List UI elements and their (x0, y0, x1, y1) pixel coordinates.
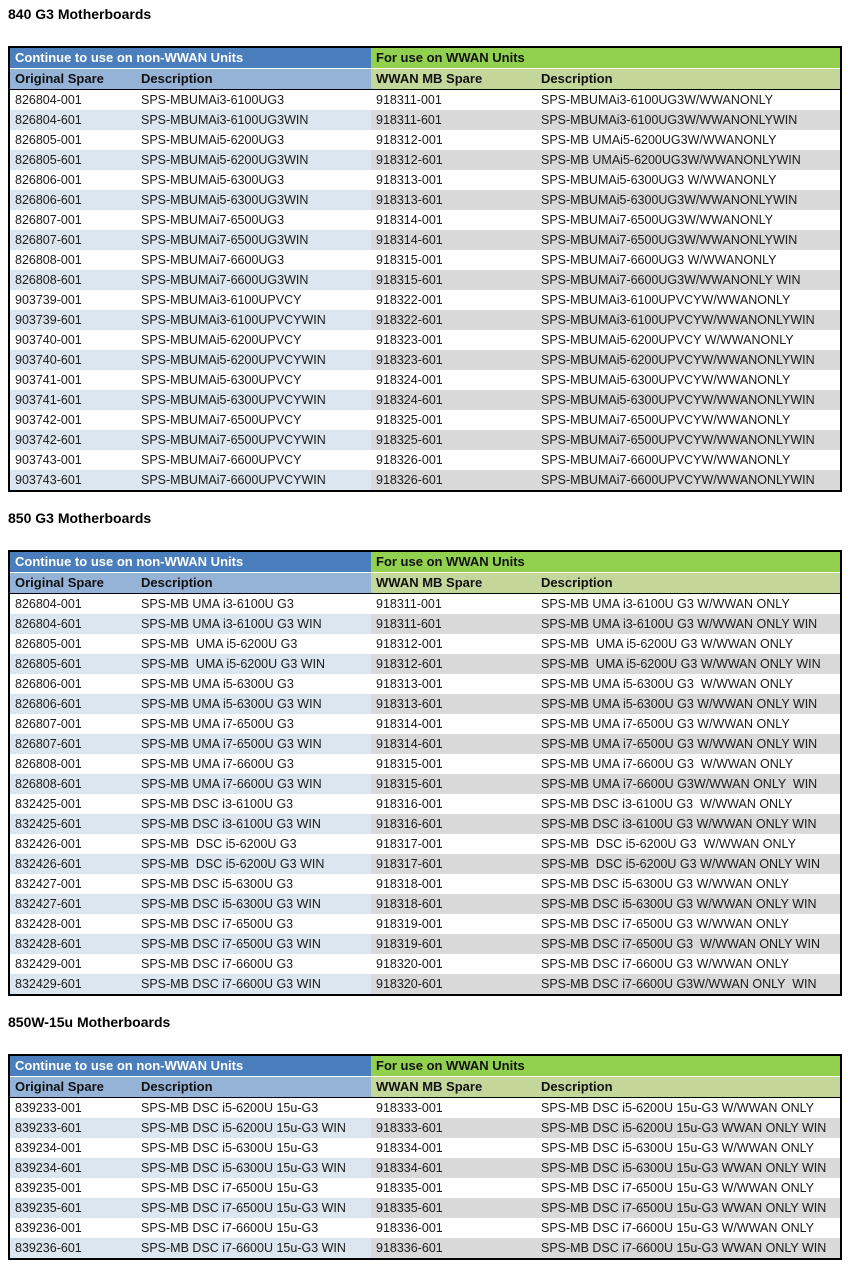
table-row (9, 914, 841, 934)
non-wwan-description-cell: SPS-MB UMA i3-6100U G3 WIN (136, 614, 371, 634)
wwan-description-cell: SPS-MB UMA i7-6600U G3 W/WWAN ONLY (536, 754, 841, 774)
original-spare-cell: 826804-601 (9, 110, 136, 130)
wwan-spare-cell: 918320-001 (371, 954, 536, 974)
non-wwan-description-cell: SPS-MB DSC i5-6200U 15u-G3 WIN (136, 1118, 371, 1138)
original-spare-cell: 903740-601 (9, 350, 136, 370)
table-row (9, 1118, 841, 1138)
wwan-spare-cell: 918315-001 (371, 250, 536, 270)
table-row (9, 210, 841, 230)
wwan-description-cell: SPS-MB UMA i5-6200U G3 W/WWAN ONLY (536, 634, 841, 654)
original-spare-cell: 832429-001 (9, 954, 136, 974)
non-wwan-description-cell: SPS-MB DSC i7-6500U 15u-G3 (136, 1178, 371, 1198)
group-header-wwan: For use on WWAN Units (371, 47, 841, 69)
wwan-description-cell: SPS-MBUMAi7-6500UG3W/WWANONLYWIN (536, 230, 841, 250)
original-spare-cell: 826808-601 (9, 270, 136, 290)
table-body (9, 90, 841, 492)
wwan-description-cell: SPS-MBUMAi3-6100UPVCYW/WWANONLYWIN (536, 310, 841, 330)
non-wwan-description-cell: SPS-MBUMAi3-6100UPVCYWIN (136, 310, 371, 330)
table-row (9, 150, 841, 170)
non-wwan-description-cell: SPS-MBUMAi5-6200UPVCY (136, 330, 371, 350)
group-header-non-wwan: Continue to use on non-WWAN Units (9, 47, 371, 69)
wwan-spare-cell: 918314-001 (371, 210, 536, 230)
original-spare-cell: 826807-001 (9, 210, 136, 230)
section-title-840-g3: 840 G3 Motherboards (8, 6, 152, 22)
original-spare-cell: 826804-601 (9, 614, 136, 634)
non-wwan-description-cell: SPS-MB DSC i7-6600U 15u-G3 WIN (136, 1238, 371, 1259)
wwan-spare-cell: 918326-601 (371, 470, 536, 491)
original-spare-cell: 839234-001 (9, 1138, 136, 1158)
table-row (9, 470, 841, 491)
table-row (9, 1178, 841, 1198)
wwan-description-cell: SPS-MBUMAi3-6100UG3W/WWANONLY (536, 90, 841, 111)
table-body (9, 1098, 841, 1260)
wwan-spare-cell: 918313-001 (371, 674, 536, 694)
non-wwan-description-cell: SPS-MB DSC i7-6600U G3 WIN (136, 974, 371, 995)
column-header-wwan-mb-spare: WWAN MB Spare (371, 69, 536, 90)
non-wwan-description-cell: SPS-MBUMAi7-6500UG3 (136, 210, 371, 230)
parts-table-850-g3 (8, 550, 842, 996)
non-wwan-description-cell: SPS-MBUMAi3-6100UPVCY (136, 290, 371, 310)
original-spare-cell: 826806-601 (9, 190, 136, 210)
table-row (9, 694, 841, 714)
parts-table-850w-15u (8, 1054, 842, 1260)
table-row (9, 734, 841, 754)
wwan-spare-cell: 918311-601 (371, 614, 536, 634)
non-wwan-description-cell: SPS-MB DSC i7-6600U 15u-G3 (136, 1218, 371, 1238)
original-spare-cell: 832425-001 (9, 794, 136, 814)
wwan-spare-cell: 918336-001 (371, 1218, 536, 1238)
non-wwan-description-cell: SPS-MBUMAi5-6300UPVCY (136, 370, 371, 390)
wwan-description-cell: SPS-MB UMA i7-6500U G3 W/WWAN ONLY (536, 714, 841, 734)
non-wwan-description-cell: SPS-MBUMAi5-6200UG3WIN (136, 150, 371, 170)
table-row (9, 954, 841, 974)
table-row (9, 774, 841, 794)
table-row (9, 974, 841, 995)
table-row (9, 450, 841, 470)
group-header-row (9, 1055, 841, 1077)
wwan-spare-cell: 918335-001 (371, 1178, 536, 1198)
original-spare-cell: 903741-601 (9, 390, 136, 410)
wwan-description-cell: SPS-MBUMAi7-6600UG3 W/WWANONLY (536, 250, 841, 270)
original-spare-cell: 826807-001 (9, 714, 136, 734)
non-wwan-description-cell: SPS-MBUMAi5-6300UG3 (136, 170, 371, 190)
table-row (9, 130, 841, 150)
non-wwan-description-cell: SPS-MB DSC i5-6200U 15u-G3 (136, 1098, 371, 1119)
table-row (9, 410, 841, 430)
original-spare-cell: 826805-001 (9, 634, 136, 654)
original-spare-cell: 826805-601 (9, 654, 136, 674)
table-row (9, 674, 841, 694)
wwan-description-cell: SPS-MB DSC i7-6600U 15u-G3 WWAN ONLY WIN (536, 1238, 841, 1259)
original-spare-cell: 826806-601 (9, 694, 136, 714)
original-spare-cell: 839234-601 (9, 1158, 136, 1178)
wwan-spare-cell: 918322-601 (371, 310, 536, 330)
wwan-spare-cell: 918314-601 (371, 230, 536, 250)
original-spare-cell: 832425-601 (9, 814, 136, 834)
non-wwan-description-cell: SPS-MB DSC i5-6300U G3 WIN (136, 894, 371, 914)
table-row (9, 1198, 841, 1218)
wwan-description-cell: SPS-MBUMAi5-6300UPVCYW/WWANONLY (536, 370, 841, 390)
original-spare-cell: 839233-001 (9, 1098, 136, 1119)
original-spare-cell: 826805-601 (9, 150, 136, 170)
table-row (9, 894, 841, 914)
wwan-description-cell: SPS-MB DSC i7-6500U G3 W/WWAN ONLY WIN (536, 934, 841, 954)
wwan-description-cell: SPS-MB DSC i7-6500U G3 W/WWAN ONLY (536, 914, 841, 934)
wwan-spare-cell: 918311-001 (371, 594, 536, 615)
wwan-spare-cell: 918322-001 (371, 290, 536, 310)
wwan-spare-cell: 918313-601 (371, 694, 536, 714)
original-spare-cell: 826806-001 (9, 674, 136, 694)
wwan-description-cell: SPS-MB UMAi5-6200UG3W/WWANONLYWIN (536, 150, 841, 170)
original-spare-cell: 903742-001 (9, 410, 136, 430)
wwan-description-cell: SPS-MB DSC i3-6100U G3 W/WWAN ONLY (536, 794, 841, 814)
original-spare-cell: 839235-001 (9, 1178, 136, 1198)
original-spare-cell: 826807-601 (9, 230, 136, 250)
non-wwan-description-cell: SPS-MBUMAi7-6600UG3 (136, 250, 371, 270)
original-spare-cell: 903743-001 (9, 450, 136, 470)
wwan-description-cell: SPS-MB UMA i3-6100U G3 W/WWAN ONLY WIN (536, 614, 841, 634)
non-wwan-description-cell: SPS-MB DSC i3-6100U G3 WIN (136, 814, 371, 834)
wwan-description-cell: SPS-MB DSC i5-6300U 15u-G3 W/WWAN ONLY (536, 1138, 841, 1158)
table-row (9, 634, 841, 654)
wwan-spare-cell: 918312-601 (371, 150, 536, 170)
wwan-description-cell: SPS-MBUMAi7-6600UPVCYW/WWANONLY (536, 450, 841, 470)
table-row (9, 854, 841, 874)
column-header-description-left: Description (136, 69, 371, 90)
table-row (9, 190, 841, 210)
table-row (9, 350, 841, 370)
non-wwan-description-cell: SPS-MB DSC i5-6300U G3 (136, 874, 371, 894)
table-row (9, 874, 841, 894)
table-row (9, 614, 841, 634)
original-spare-cell: 839236-001 (9, 1218, 136, 1238)
table-row (9, 170, 841, 190)
group-header-wwan: For use on WWAN Units (371, 1055, 841, 1077)
non-wwan-description-cell: SPS-MBUMAi5-6300UG3WIN (136, 190, 371, 210)
original-spare-cell: 839235-601 (9, 1198, 136, 1218)
wwan-description-cell: SPS-MBUMAi7-6500UPVCYW/WWANONLYWIN (536, 430, 841, 450)
wwan-spare-cell: 918313-001 (371, 170, 536, 190)
original-spare-cell: 903743-601 (9, 470, 136, 491)
wwan-description-cell: SPS-MBUMAi3-6100UPVCYW/WWANONLY (536, 290, 841, 310)
table-row (9, 430, 841, 450)
original-spare-cell: 903740-001 (9, 330, 136, 350)
wwan-spare-cell: 918335-601 (371, 1198, 536, 1218)
table-row (9, 1238, 841, 1259)
wwan-description-cell: SPS-MB UMA i5-6300U G3 W/WWAN ONLY WIN (536, 694, 841, 714)
non-wwan-description-cell: SPS-MB UMA i7-6600U G3 (136, 754, 371, 774)
column-header-description-left: Description (136, 573, 371, 594)
non-wwan-description-cell: SPS-MBUMAi5-6300UPVCYWIN (136, 390, 371, 410)
wwan-spare-cell: 918325-601 (371, 430, 536, 450)
column-header-description-right: Description (536, 69, 841, 90)
wwan-spare-cell: 918316-001 (371, 794, 536, 814)
wwan-description-cell: SPS-MB DSC i5-6200U 15u-G3 W/WWAN ONLY (536, 1098, 841, 1119)
group-header-non-wwan: Continue to use on non-WWAN Units (9, 551, 371, 573)
non-wwan-description-cell: SPS-MB DSC i7-6500U G3 WIN (136, 934, 371, 954)
original-spare-cell: 826808-601 (9, 774, 136, 794)
non-wwan-description-cell: SPS-MBUMAi7-6600UPVCYWIN (136, 470, 371, 491)
group-header-row (9, 47, 841, 69)
wwan-description-cell: SPS-MB DSC i5-6200U G3 W/WWAN ONLY (536, 834, 841, 854)
wwan-description-cell: SPS-MB UMA i5-6300U G3 W/WWAN ONLY (536, 674, 841, 694)
original-spare-cell: 832427-601 (9, 894, 136, 914)
wwan-spare-cell: 918318-001 (371, 874, 536, 894)
wwan-description-cell: SPS-MB DSC i5-6200U 15u-G3 WWAN ONLY WIN (536, 1118, 841, 1138)
wwan-description-cell: SPS-MBUMAi3-6100UG3W/WWANONLYWIN (536, 110, 841, 130)
table-row (9, 594, 841, 615)
original-spare-cell: 826807-601 (9, 734, 136, 754)
section-title-850w-15u: 850W-15u Motherboards (8, 1014, 171, 1030)
table-row (9, 390, 841, 410)
non-wwan-description-cell: SPS-MBUMAi7-6500UPVCYWIN (136, 430, 371, 450)
wwan-spare-cell: 918311-001 (371, 90, 536, 111)
wwan-spare-cell: 918313-601 (371, 190, 536, 210)
wwan-description-cell: SPS-MB DSC i5-6300U 15u-G3 WWAN ONLY WIN (536, 1158, 841, 1178)
table-row (9, 834, 841, 854)
table-row (9, 794, 841, 814)
wwan-spare-cell: 918333-001 (371, 1098, 536, 1119)
non-wwan-description-cell: SPS-MBUMAi5-6200UPVCYWIN (136, 350, 371, 370)
wwan-description-cell: SPS-MBUMAi5-6200UPVCYW/WWANONLYWIN (536, 350, 841, 370)
original-spare-cell: 832426-001 (9, 834, 136, 854)
wwan-spare-cell: 918323-001 (371, 330, 536, 350)
original-spare-cell: 903741-001 (9, 370, 136, 390)
wwan-description-cell: SPS-MB UMAi5-6200UG3W/WWANONLY (536, 130, 841, 150)
table-row (9, 290, 841, 310)
wwan-spare-cell: 918315-001 (371, 754, 536, 774)
wwan-description-cell: SPS-MB UMA i7-6500U G3 W/WWAN ONLY WIN (536, 734, 841, 754)
wwan-description-cell: SPS-MBUMAi5-6300UPVCYW/WWANONLYWIN (536, 390, 841, 410)
column-header-original-spare: Original Spare (9, 69, 136, 90)
wwan-description-cell: SPS-MBUMAi7-6600UPVCYW/WWANONLYWIN (536, 470, 841, 491)
original-spare-cell: 826806-001 (9, 170, 136, 190)
wwan-description-cell: SPS-MB DSC i7-6600U G3W/WWAN ONLY WIN (536, 974, 841, 995)
wwan-spare-cell: 918320-601 (371, 974, 536, 995)
wwan-spare-cell: 918315-601 (371, 774, 536, 794)
table-row (9, 1098, 841, 1119)
non-wwan-description-cell: SPS-MB UMA i7-6600U G3 WIN (136, 774, 371, 794)
wwan-description-cell: SPS-MBUMAi5-6300UG3 W/WWANONLY (536, 170, 841, 190)
non-wwan-description-cell: SPS-MB DSC i3-6100U G3 (136, 794, 371, 814)
table-row (9, 714, 841, 734)
wwan-description-cell: SPS-MB DSC i7-6500U 15u-G3 W/WWAN ONLY (536, 1178, 841, 1198)
wwan-spare-cell: 918314-001 (371, 714, 536, 734)
non-wwan-description-cell: SPS-MB DSC i7-6600U G3 (136, 954, 371, 974)
table-body (9, 594, 841, 996)
non-wwan-description-cell: SPS-MB UMA i7-6500U G3 (136, 714, 371, 734)
original-spare-cell: 903742-601 (9, 430, 136, 450)
original-spare-cell: 903739-001 (9, 290, 136, 310)
column-header-row (9, 69, 841, 90)
column-header-row (9, 573, 841, 594)
wwan-spare-cell: 918318-601 (371, 894, 536, 914)
original-spare-cell: 832428-601 (9, 934, 136, 954)
non-wwan-description-cell: SPS-MBUMAi7-6600UPVCY (136, 450, 371, 470)
original-spare-cell: 832426-601 (9, 854, 136, 874)
table-row (9, 270, 841, 290)
wwan-description-cell: SPS-MBUMAi5-6300UG3W/WWANONLYWIN (536, 190, 841, 210)
non-wwan-description-cell: SPS-MBUMAi3-6100UG3 (136, 90, 371, 111)
non-wwan-description-cell: SPS-MBUMAi7-6500UG3WIN (136, 230, 371, 250)
table-row (9, 310, 841, 330)
non-wwan-description-cell: SPS-MB UMA i5-6300U G3 (136, 674, 371, 694)
wwan-spare-cell: 918336-601 (371, 1238, 536, 1259)
non-wwan-description-cell: SPS-MB DSC i5-6300U 15u-G3 (136, 1138, 371, 1158)
wwan-description-cell: SPS-MB UMA i7-6600U G3W/WWAN ONLY WIN (536, 774, 841, 794)
non-wwan-description-cell: SPS-MB DSC i7-6500U 15u-G3 WIN (136, 1198, 371, 1218)
wwan-description-cell: SPS-MB UMA i3-6100U G3 W/WWAN ONLY (536, 594, 841, 615)
wwan-spare-cell: 918319-601 (371, 934, 536, 954)
original-spare-cell: 839236-601 (9, 1238, 136, 1259)
column-header-original-spare: Original Spare (9, 1077, 136, 1098)
original-spare-cell: 903739-601 (9, 310, 136, 330)
non-wwan-description-cell: SPS-MB DSC i5-6200U G3 (136, 834, 371, 854)
wwan-description-cell: SPS-MB DSC i5-6300U G3 W/WWAN ONLY (536, 874, 841, 894)
wwan-spare-cell: 918325-001 (371, 410, 536, 430)
original-spare-cell: 839233-601 (9, 1118, 136, 1138)
column-header-wwan-mb-spare: WWAN MB Spare (371, 1077, 536, 1098)
column-header-description-left: Description (136, 1077, 371, 1098)
non-wwan-description-cell: SPS-MBUMAi3-6100UG3WIN (136, 110, 371, 130)
table-row (9, 934, 841, 954)
wwan-spare-cell: 918326-001 (371, 450, 536, 470)
wwan-spare-cell: 918334-001 (371, 1138, 536, 1158)
group-header-row (9, 551, 841, 573)
table-row (9, 230, 841, 250)
original-spare-cell: 826808-001 (9, 754, 136, 774)
wwan-spare-cell: 918312-601 (371, 654, 536, 674)
table-row (9, 1138, 841, 1158)
wwan-description-cell: SPS-MB DSC i7-6500U 15u-G3 WWAN ONLY WIN (536, 1198, 841, 1218)
column-header-original-spare: Original Spare (9, 573, 136, 594)
group-header-wwan: For use on WWAN Units (371, 551, 841, 573)
original-spare-cell: 832428-001 (9, 914, 136, 934)
wwan-spare-cell: 918317-601 (371, 854, 536, 874)
section-title-850-g3: 850 G3 Motherboards (8, 510, 152, 526)
wwan-spare-cell: 918319-001 (371, 914, 536, 934)
table-row (9, 330, 841, 350)
column-header-description-right: Description (536, 573, 841, 594)
wwan-spare-cell: 918312-001 (371, 130, 536, 150)
non-wwan-description-cell: SPS-MB UMA i5-6200U G3 (136, 634, 371, 654)
column-header-wwan-mb-spare: WWAN MB Spare (371, 573, 536, 594)
table-row (9, 110, 841, 130)
wwan-spare-cell: 918334-601 (371, 1158, 536, 1178)
wwan-description-cell: SPS-MB DSC i3-6100U G3 W/WWAN ONLY WIN (536, 814, 841, 834)
wwan-spare-cell: 918316-601 (371, 814, 536, 834)
wwan-spare-cell: 918333-601 (371, 1118, 536, 1138)
column-header-row (9, 1077, 841, 1098)
group-header-non-wwan: Continue to use on non-WWAN Units (9, 1055, 371, 1077)
table-row (9, 250, 841, 270)
column-header-description-right: Description (536, 1077, 841, 1098)
wwan-spare-cell: 918324-001 (371, 370, 536, 390)
wwan-description-cell: SPS-MB DSC i5-6300U G3 W/WWAN ONLY WIN (536, 894, 841, 914)
original-spare-cell: 826808-001 (9, 250, 136, 270)
wwan-description-cell: SPS-MB DSC i7-6600U 15u-G3 W/WWAN ONLY (536, 1218, 841, 1238)
non-wwan-description-cell: SPS-MBUMAi5-6200UG3 (136, 130, 371, 150)
wwan-description-cell: SPS-MB DSC i5-6200U G3 W/WWAN ONLY WIN (536, 854, 841, 874)
original-spare-cell: 826805-001 (9, 130, 136, 150)
wwan-description-cell: SPS-MBUMAi7-6600UG3W/WWANONLY WIN (536, 270, 841, 290)
wwan-spare-cell: 918323-601 (371, 350, 536, 370)
table-row (9, 754, 841, 774)
non-wwan-description-cell: SPS-MB UMA i3-6100U G3 (136, 594, 371, 615)
non-wwan-description-cell: SPS-MBUMAi7-6500UPVCY (136, 410, 371, 430)
non-wwan-description-cell: SPS-MB DSC i7-6500U G3 (136, 914, 371, 934)
wwan-description-cell: SPS-MBUMAi7-6500UPVCYW/WWANONLY (536, 410, 841, 430)
table-row (9, 814, 841, 834)
table-row (9, 1158, 841, 1178)
non-wwan-description-cell: SPS-MB UMA i5-6300U G3 WIN (136, 694, 371, 714)
wwan-description-cell: SPS-MB DSC i7-6600U G3 W/WWAN ONLY (536, 954, 841, 974)
non-wwan-description-cell: SPS-MB UMA i5-6200U G3 WIN (136, 654, 371, 674)
wwan-description-cell: SPS-MBUMAi5-6200UPVCY W/WWANONLY (536, 330, 841, 350)
wwan-description-cell: SPS-MB UMA i5-6200U G3 W/WWAN ONLY WIN (536, 654, 841, 674)
wwan-description-cell: SPS-MBUMAi7-6500UG3W/WWANONLY (536, 210, 841, 230)
non-wwan-description-cell: SPS-MBUMAi7-6600UG3WIN (136, 270, 371, 290)
non-wwan-description-cell: SPS-MB DSC i5-6200U G3 WIN (136, 854, 371, 874)
original-spare-cell: 826804-001 (9, 594, 136, 615)
original-spare-cell: 832429-601 (9, 974, 136, 995)
non-wwan-description-cell: SPS-MB DSC i5-6300U 15u-G3 WIN (136, 1158, 371, 1178)
table-row (9, 654, 841, 674)
wwan-spare-cell: 918311-601 (371, 110, 536, 130)
wwan-spare-cell: 918315-601 (371, 270, 536, 290)
parts-table-840-g3 (8, 46, 842, 492)
wwan-spare-cell: 918312-001 (371, 634, 536, 654)
non-wwan-description-cell: SPS-MB UMA i7-6500U G3 WIN (136, 734, 371, 754)
original-spare-cell: 826804-001 (9, 90, 136, 111)
original-spare-cell: 832427-001 (9, 874, 136, 894)
wwan-spare-cell: 918324-601 (371, 390, 536, 410)
table-row (9, 90, 841, 111)
table-row (9, 370, 841, 390)
wwan-spare-cell: 918314-601 (371, 734, 536, 754)
table-row (9, 1218, 841, 1238)
wwan-spare-cell: 918317-001 (371, 834, 536, 854)
